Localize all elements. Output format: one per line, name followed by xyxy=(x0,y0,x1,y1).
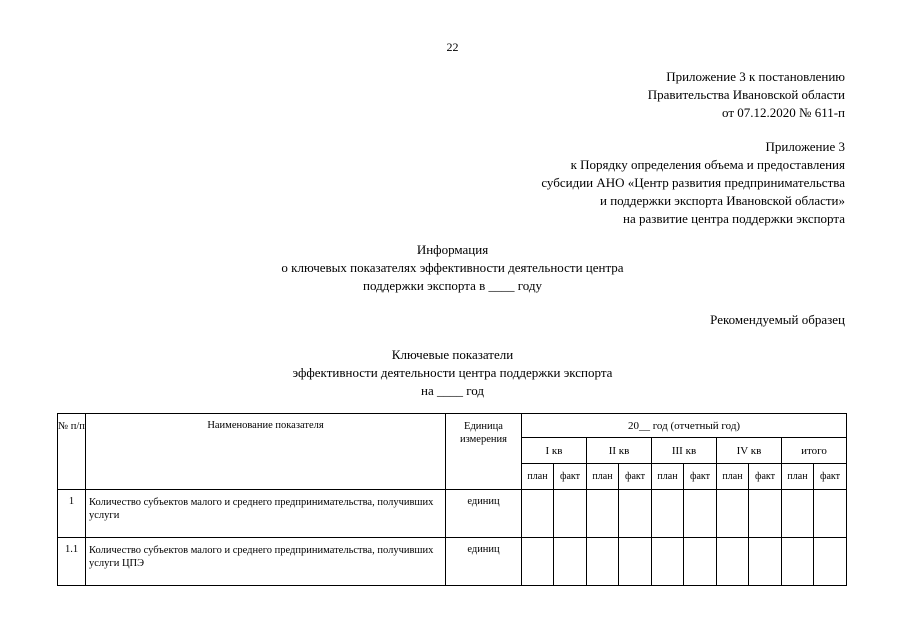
page-number: 22 xyxy=(446,40,459,54)
value-cell xyxy=(652,490,684,538)
appendix-procedure-line: субсидии АНО «Центр развития предпринимательства xyxy=(541,175,845,190)
value-cell xyxy=(554,490,587,538)
value-cell xyxy=(814,538,847,586)
value-cell xyxy=(522,490,554,538)
value-cell xyxy=(587,538,619,586)
header-unit: Единица измерения xyxy=(446,414,522,490)
value-cell xyxy=(684,538,717,586)
header-plan: план xyxy=(652,464,684,490)
header-indicator-name: Наименование показателя xyxy=(86,414,446,490)
header-num: № п/п xyxy=(58,414,86,490)
appendix-procedure-line: и поддержки экспорта Ивановской области» xyxy=(599,193,845,208)
value-cell xyxy=(522,538,554,586)
table-title-line: эффективности деятельности центра поддержки экспорта xyxy=(292,365,613,380)
info-title-line: о ключевых показателях эффективности деятельности центра xyxy=(281,260,624,275)
value-cell xyxy=(684,490,717,538)
value-cell xyxy=(619,538,652,586)
value-cell xyxy=(782,538,814,586)
table-title-line: Ключевые показатели xyxy=(391,347,514,362)
table-header-row xyxy=(58,414,847,438)
info-title-line: поддержки экспорта в ____ году xyxy=(363,278,542,293)
value-cell xyxy=(717,538,749,586)
table-row xyxy=(58,490,847,538)
appendix-resolution-line: Приложение 3 к постановлению xyxy=(666,69,845,84)
value-cell xyxy=(619,490,652,538)
header-fact: факт xyxy=(814,464,847,490)
header-fact: факт xyxy=(749,464,782,490)
header-quarter: III кв xyxy=(652,438,717,464)
appendix-procedure-header xyxy=(541,138,845,228)
appendix-resolution-line: от 07.12.2020 № 611-п xyxy=(722,105,845,120)
header-fact: факт xyxy=(619,464,652,490)
header-reporting-year: 20__ год (отчетный год) xyxy=(522,414,847,438)
header-plan: план xyxy=(522,464,554,490)
header-fact: факт xyxy=(684,464,717,490)
recommended-sample-label: Рекомендуемый образец xyxy=(710,312,845,327)
table-row xyxy=(58,538,847,586)
table-title-line: на ____ год xyxy=(421,383,484,398)
value-cell xyxy=(749,490,782,538)
info-title xyxy=(0,241,905,295)
value-cell xyxy=(814,490,847,538)
header-plan: план xyxy=(782,464,814,490)
header-quarter: IV кв xyxy=(717,438,782,464)
header-total: итого xyxy=(782,438,847,464)
kpi-table xyxy=(57,413,847,586)
row-num: 1.1 xyxy=(58,538,86,586)
value-cell xyxy=(749,538,782,586)
value-cell xyxy=(717,490,749,538)
value-cell xyxy=(782,490,814,538)
appendix-resolution-header xyxy=(648,68,845,122)
row-indicator-name: Количество субъектов малого и среднего предпринимательства, получивших услуги xyxy=(86,490,446,538)
header-plan: план xyxy=(587,464,619,490)
info-title-line: Информация xyxy=(416,242,489,257)
appendix-procedure-line: на развитие центра поддержки экспорта xyxy=(622,211,845,226)
header-quarter: II кв xyxy=(587,438,652,464)
appendix-resolution-line: Правительства Ивановской области xyxy=(647,87,845,102)
header-plan: план xyxy=(717,464,749,490)
header-quarter: I кв xyxy=(522,438,587,464)
appendix-procedure-line: Приложение 3 xyxy=(765,139,845,154)
value-cell xyxy=(652,538,684,586)
value-cell xyxy=(554,538,587,586)
row-unit: единиц xyxy=(446,538,522,586)
value-cell xyxy=(587,490,619,538)
table-title xyxy=(0,346,905,400)
appendix-procedure-line: к Порядку определения объема и предоставления xyxy=(570,157,845,172)
header-fact: факт xyxy=(554,464,587,490)
row-num: 1 xyxy=(58,490,86,538)
row-indicator-name: Количество субъектов малого и среднего предпринимательства, получивших услуги ЦПЭ xyxy=(86,538,446,586)
row-unit: единиц xyxy=(446,490,522,538)
